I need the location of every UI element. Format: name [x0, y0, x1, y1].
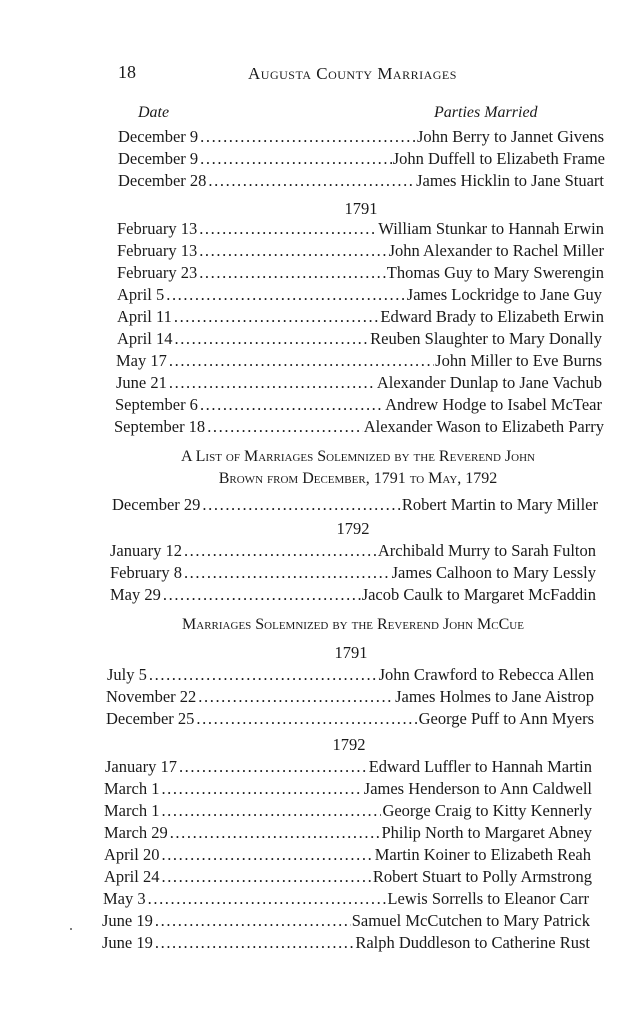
marriage-entry	[112, 494, 598, 516]
entry-parties: James Holmes to Jane Aistrop	[395, 687, 594, 706]
leader-dots	[161, 778, 362, 800]
leader-dots	[155, 910, 351, 932]
year-heading: 1791	[334, 643, 368, 662]
entry-parties: John Berry to Jannet Givens	[417, 127, 604, 146]
entry-date: May 3	[103, 889, 146, 908]
running-title: Augusta County Marriages	[248, 64, 457, 83]
entry-parties: Alexander Dunlap to Jane Vachub	[376, 373, 602, 392]
marriage-entry	[102, 910, 590, 932]
leader-dots	[196, 708, 417, 730]
marriage-entry	[104, 844, 591, 866]
column-header-date: Date	[138, 104, 170, 121]
marriage-entry	[117, 218, 604, 240]
entry-date: April 20	[104, 845, 160, 864]
leader-dots	[199, 240, 387, 262]
entry-parties: Robert Stuart to Polly Armstrong	[372, 867, 592, 886]
marriage-entry	[104, 800, 592, 822]
leader-dots	[174, 328, 369, 350]
entry-parties: Philip North to Margaret Abney	[381, 823, 592, 842]
leader-dots	[208, 170, 415, 192]
year-heading: 1791	[344, 199, 378, 218]
entry-date: February 13	[117, 241, 198, 260]
entry-date: April 24	[104, 867, 160, 886]
entry-date: February 8	[110, 563, 182, 582]
entry-date: June 19	[102, 933, 153, 952]
entry-date: April 14	[117, 329, 173, 348]
page-speck	[70, 928, 72, 930]
entry-parties: Lewis Sorrells to Eleanor Carr	[387, 889, 589, 908]
entry-parties: Jacob Caulk to Margaret McFaddin	[361, 585, 596, 604]
entry-date: January 17	[105, 757, 177, 776]
leader-dots	[200, 394, 384, 416]
entry-parties: John Duffell to Elizabeth Frame	[392, 149, 605, 168]
section-heading: Marriages Solemnized by the Reverend John McCue	[182, 616, 524, 633]
marriage-entry	[114, 416, 604, 438]
leader-dots	[148, 888, 387, 910]
entry-parties: George Puff to Ann Myers	[418, 709, 594, 728]
marriage-entry	[110, 562, 596, 584]
entry-date: December 9	[118, 149, 199, 168]
entry-parties: Edward Luffler to Hannah Martin	[368, 757, 592, 776]
section-heading-line: A List of Marriages Solemnized by the Reverend John	[180, 448, 535, 465]
entry-date: April 5	[117, 285, 165, 304]
marriage-entry	[104, 778, 592, 800]
marriage-entry	[106, 708, 594, 730]
marriage-entry	[110, 540, 596, 562]
year-heading: 1792	[332, 735, 366, 754]
marriage-entry	[118, 170, 604, 192]
marriage-entry	[117, 306, 604, 328]
leader-dots	[161, 800, 381, 822]
leader-dots	[179, 756, 368, 778]
entry-date: December 9	[118, 127, 199, 146]
entry-date: December 28	[118, 171, 207, 190]
entry-date: September 18	[114, 417, 206, 436]
leader-dots	[184, 562, 391, 584]
entry-date: March 29	[104, 823, 168, 842]
leader-dots	[170, 822, 381, 844]
year-heading: 1792	[336, 519, 370, 538]
column-header-parties: Parties Married	[434, 104, 538, 121]
leader-dots	[198, 686, 394, 708]
entry-parties: William Stunkar to Hannah Erwin	[378, 219, 604, 238]
entry-date: February 23	[117, 263, 198, 282]
entry-date: December 25	[106, 709, 195, 728]
entry-parties: Ralph Duddleson to Catherine Rust	[355, 933, 590, 952]
marriage-entry	[118, 126, 604, 148]
marriage-entry	[116, 372, 602, 394]
section-heading-line: Brown from December, 1791 to May, 1792	[218, 470, 498, 487]
entry-date: March 1	[104, 779, 160, 798]
leader-dots	[174, 306, 380, 328]
leader-dots	[161, 866, 371, 888]
entry-date: January 12	[110, 541, 182, 560]
leader-dots	[200, 148, 392, 170]
marriage-entry	[104, 866, 592, 888]
marriage-entry	[103, 888, 589, 910]
entry-parties: John Alexander to Rachel Miller	[388, 241, 604, 260]
leader-dots	[149, 664, 378, 686]
marriage-entry	[110, 584, 596, 606]
marriage-entry	[118, 148, 605, 170]
leader-dots	[161, 844, 373, 866]
entry-parties: John Miller to Eve Burns	[435, 351, 602, 370]
leader-dots	[155, 932, 354, 954]
marriage-entry	[106, 686, 594, 708]
entry-parties: George Craig to Kitty Kennerly	[382, 801, 592, 820]
entry-parties: Reuben Slaughter to Mary Donally	[370, 329, 602, 348]
marriage-entry	[115, 394, 602, 416]
entry-parties: Thomas Guy to Mary Swerengin	[386, 263, 604, 282]
entry-date: November 22	[106, 687, 197, 706]
entry-date: March 1	[104, 801, 160, 820]
leader-dots	[169, 372, 376, 394]
marriage-entry	[117, 262, 604, 284]
marriage-entry	[107, 664, 594, 686]
entry-date: April 11	[117, 307, 172, 326]
entry-parties: James Calhoon to Mary Lessly	[391, 563, 596, 582]
marriage-entry	[104, 822, 592, 844]
leader-dots	[199, 262, 386, 284]
leader-dots	[199, 218, 377, 240]
marriage-entry	[117, 328, 602, 350]
entry-date: May 29	[110, 585, 161, 604]
entry-parties: Robert Martin to Mary Miller	[401, 495, 598, 514]
entry-parties: James Hicklin to Jane Stuart	[416, 171, 604, 190]
leader-dots	[163, 584, 361, 606]
entry-parties: James Lockridge to Jane Guy	[406, 285, 602, 304]
marriage-entry	[105, 756, 592, 778]
leader-dots	[169, 350, 434, 372]
entry-parties: John Crawford to Rebecca Allen	[378, 665, 594, 684]
entry-date: May 17	[116, 351, 167, 370]
page-number: 18	[118, 62, 136, 82]
leader-dots	[207, 416, 363, 438]
marriage-entry	[102, 932, 590, 954]
entry-parties: Martin Koiner to Elizabeth Reah	[374, 845, 591, 864]
running-header	[118, 62, 608, 86]
entry-parties: Alexander Wason to Elizabeth Parry	[363, 417, 604, 436]
entry-date: June 19	[102, 911, 153, 930]
entry-parties: Archibald Murry to Sarah Fulton	[377, 541, 596, 560]
leader-dots	[202, 494, 400, 516]
entry-parties: Andrew Hodge to Isabel McTear	[385, 395, 602, 414]
marriage-entry	[116, 350, 602, 372]
entry-date: September 6	[115, 395, 198, 414]
marriage-entry	[117, 284, 602, 306]
leader-dots	[184, 540, 377, 562]
entry-parties: Edward Brady to Elizabeth Erwin	[380, 307, 604, 326]
entry-parties: Samuel McCutchen to Mary Patrick	[351, 911, 590, 930]
entry-date: June 21	[116, 373, 167, 392]
leader-dots	[200, 126, 416, 148]
entry-parties: James Henderson to Ann Caldwell	[363, 779, 592, 798]
entry-date: July 5	[107, 665, 147, 684]
entry-date: December 29	[112, 495, 201, 514]
entry-date: February 13	[117, 219, 198, 238]
marriage-entry	[117, 240, 604, 262]
leader-dots	[166, 284, 406, 306]
